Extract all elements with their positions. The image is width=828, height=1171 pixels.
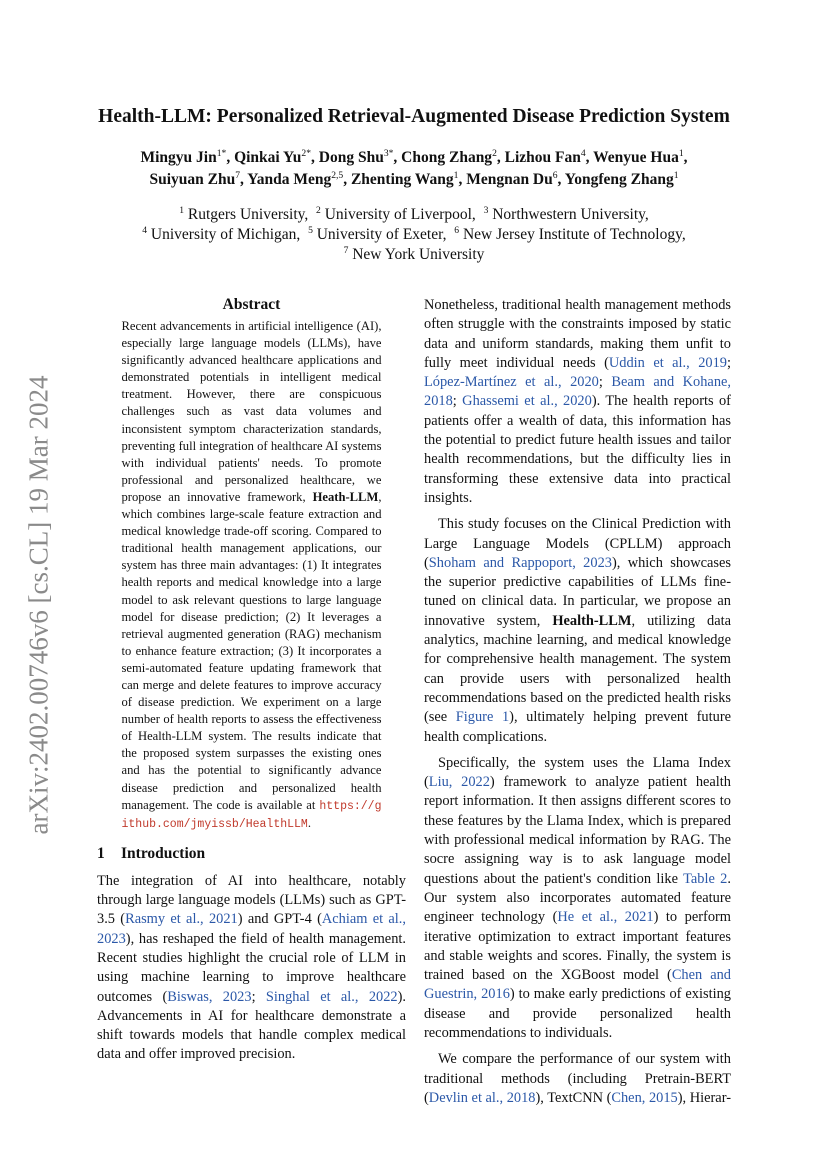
author-line-1: Mingyu Jin$^{1*}$, Qinkai $Yu^{2*}$, Dong Shu$^{3*}$, Chong Zhang$^2$, Lizhou Fan$^4$, Wenyue Hua$^1$, <box>140 147 688 166</box>
intro-paragraph-3 <box>424 515 731 747</box>
citation-link[interactable]: Figure 1 <box>455 709 510 726</box>
citation-link[interactable]: López-Martínez et al., 2020 <box>424 374 599 391</box>
affiliation-name: University of Exeter, <box>312 226 447 243</box>
citation-link[interactable]: Chen and Guestrin, 2016 <box>424 967 731 1003</box>
abstract-text <box>122 318 382 833</box>
author-name: Yongfeng Zhang <box>564 171 674 188</box>
intro-paragraph-4 <box>424 754 731 1043</box>
affiliation-name: Rutgers University, <box>184 206 309 223</box>
abstract-heading: Abstract <box>222 296 281 313</box>
paragraph-text: ). Advancements in AI for healthcare demonstrate a shift towards models that handle complex medical data and offer improved precision. <box>97 988 406 1063</box>
author-name: Lizhou Fan <box>504 149 581 166</box>
author-affiliation-marker: 1 <box>673 169 679 181</box>
affiliation-marker: 4 <box>142 224 148 236</box>
affiliation-line-2 <box>90 225 738 245</box>
affiliation-marker: 7 <box>343 244 349 256</box>
paragraph-text: ; <box>452 393 463 410</box>
author-affiliation-marker: 2* <box>301 147 312 159</box>
paragraph-text: ) framework to analyze patient health report information. It then assigns different scores to these features by the Llama Index, which is prepared with professional medical information by RAG. The socre assigning way is to ask language model questions about the patient's condition like <box>424 774 731 887</box>
bold-term: Health-LLM <box>552 612 632 629</box>
citation-link[interactable]: He et al., 2021 <box>557 909 654 926</box>
author-name: Wenyue Hua <box>593 149 679 166</box>
affiliation-name: Northwestern University, <box>488 206 649 223</box>
paragraph-text: ), TextCNN ( <box>535 1089 612 1106</box>
section-heading-introduction <box>97 845 406 863</box>
citation-link[interactable]: Table 2 <box>683 870 728 887</box>
paragraph-text: ) to perform iterative optimization to extract important features and stable weights and scores. Finally, the system is trained based on the XGBoost model ( <box>424 909 731 984</box>
paragraph-text: The integration of AI into healthcare, notably through large language models (LLMs) such as GPT-3.5 ( <box>97 872 406 928</box>
author-affiliation-marker: 2 <box>492 147 497 159</box>
affiliation-line-3 <box>90 245 738 265</box>
paragraph-text: ), which showcases the superior predictive capabilities of LLMs fine-tuned on clinical data. In particular, we propose an innovative system, <box>424 554 731 629</box>
citation-link[interactable]: Beam and Kohane, 2018 <box>424 374 732 410</box>
left-column <box>97 296 406 1065</box>
citation-link[interactable]: Biswas, 2023 <box>167 988 252 1005</box>
author-name: Dong Shu <box>318 149 384 166</box>
author-affiliation-marker: 3* <box>383 147 394 159</box>
paragraph-text: ; <box>598 374 612 391</box>
affiliation-name: University of Michigan, <box>147 226 301 243</box>
author-affiliation-marker: 6 <box>552 169 558 181</box>
author-list <box>90 147 738 191</box>
arxiv-id: arXiv:2402.00746v6 [cs.CL] 19 Mar 2024 <box>23 375 54 835</box>
paragraph-text: ), ultimately helping prevent future health complications. <box>424 709 731 745</box>
paragraph-text: ) to make early predictions of existing disease and provide personalized health recommendations to individuals. <box>424 986 731 1041</box>
paragraph-text: ) and GPT-4 ( <box>237 911 322 928</box>
author-name: Zhenting Wang <box>350 171 454 188</box>
affiliation-list <box>90 205 738 265</box>
intro-paragraph-2 <box>424 296 731 508</box>
paragraph-text: , utilizing data analytics, machine learning, and medical knowledge for comprehensive health management. The system can provide users with personalized health recommendations based on the predicted health risks (see <box>424 612 731 726</box>
author-affiliation-marker: 1 <box>678 147 684 159</box>
paper-title: Health-LLM: Personalized Retrieval-Augmented Disease Prediction System <box>98 106 730 127</box>
code-url-link[interactable]: https://github.com/jmyissb/HealthLLM <box>121 799 382 831</box>
paragraph-text: ; <box>251 988 266 1005</box>
author-name: Qinkai Yu <box>234 149 302 166</box>
author-name: Yanda Meng <box>247 171 332 188</box>
affiliation-marker: 3 <box>483 204 489 216</box>
author-affiliation-marker: 2,5 <box>331 169 344 181</box>
affiliation-name: New York University <box>348 246 485 263</box>
citation-link[interactable]: Rasmy et al., 2021 <box>125 911 238 928</box>
affiliation-marker: 6 <box>454 224 460 236</box>
author-affiliation-marker: 1 <box>453 169 459 181</box>
author-affiliation-marker: 1* <box>216 147 227 159</box>
abstract-text-start: Recent advancements in artificial intelligence (AI), especially large language models (LLMs), have significantly advanced healthcare applications and demonstrated potentials in intelligent medical treatment. However, there are conspicuous challenges such as vast data volumes and inconsistent symptom characterization standards, preventing full integration of healthcare AI systems with individual patients' needs. To promote professional and personalized healthcare, we propose an innovative framework, <box>121 319 382 504</box>
citation-link[interactable]: Chen, 2015 <box>611 1089 678 1106</box>
affiliation-marker: 1 <box>179 204 184 216</box>
paragraph-text: . Our system also incorporates automated feature engineer technology ( <box>424 870 731 926</box>
paragraph-text: Specifically, the system uses the Llama Index ( <box>424 754 731 791</box>
paragraph-text: ), has reshaped the field of health management. Recent studies highlight the crucial role of LLM in using machine learning to improve healthcare outcomes ( <box>97 930 406 1005</box>
arxiv-sidebar-stamp <box>14 355 64 855</box>
intro-paragraph-5 <box>424 1050 731 1108</box>
affiliation-name: University of Liverpool, <box>320 206 476 223</box>
paragraph-text: ). The health reports of patients offer a wealth of data, this information has the potential to predict future health issues and tailor health recommendations, but the difficulty lies in transforming these extensive data into practical insights. <box>424 393 731 506</box>
intro-paragraph-1 <box>97 872 406 1065</box>
abstract-end: . <box>307 815 311 830</box>
affiliation-line-1 <box>90 205 738 225</box>
author-affiliation-marker: 4 <box>580 147 586 159</box>
citation-link[interactable]: Shoham and Rappoport, 2023 <box>428 554 612 571</box>
citation-link[interactable]: Devlin et al., 2018 <box>428 1089 536 1106</box>
author-name: Mingyu Jin <box>140 149 217 166</box>
abstract-text-rest: , which combines large-scale feature extraction and medical knowledge trade-off scoring. Compared to traditional health management applications, our system has three main advantages: (1) It integrates health reports and medical knowledge into a large model to ask relevant questions to large language model for disease prediction; (2) It leverages a retrieval augmented generation (RAG) mechanism to enhance feature extraction; (3) It incorporates a semi-automated feature updating framework that can merge and delete features to improve accuracy of disease prediction. We experiment on a large number of health reports to assess the effectiveness of Health-LLM system. The results indicate that the proposed system surpasses the existing ones and has the potential to significantly advance disease prediction and personalized health management. The code is available at <box>121 489 382 812</box>
citation-link[interactable]: Liu, 2022 <box>428 774 490 791</box>
paragraph-text: Nonetheless, traditional health management methods often struggle with the constraints imposed by static data and uniform standards, making them unfit to fully meet individual needs ( <box>424 297 731 371</box>
abstract-system-name: Heath-LLM <box>312 489 379 504</box>
author-name: Mengnan Du <box>466 171 553 188</box>
author-affiliation-marker: 7 <box>235 169 241 181</box>
paragraph-text: We compare the performance of our system with traditional methods (including Pretrain-BERT ( <box>424 1051 731 1106</box>
author-line-2: Suiyuan Zhu$^7$, Yanda Meng$^{2,5}$, Zhenting Wang$^1$, Mengnan Du$^6$, Yongfeng Zhang$^1$ <box>149 169 679 188</box>
paragraph-text: ), Hierar- <box>677 1089 731 1106</box>
paragraph-text: This study focuses on the Clinical Prediction with Large Language Models (CPLLM) approach ( <box>424 516 731 571</box>
author-name: Suiyuan Zhu <box>149 171 236 188</box>
affiliation-marker: 5 <box>308 224 313 236</box>
citation-link[interactable]: Ghassemi et al., 2020 <box>462 393 592 410</box>
section-title: Introduction <box>121 844 206 862</box>
author-name: Chong Zhang <box>401 149 493 166</box>
section-number: 1 <box>97 844 105 862</box>
affiliation-name: New Jersey Institute of Technology, <box>459 226 686 243</box>
paragraph-text: ; <box>727 354 731 371</box>
citation-link[interactable]: Singhal et al., 2022 <box>265 988 398 1005</box>
right-column <box>424 296 731 1108</box>
citation-link[interactable]: Achiam et al., 2023 <box>97 911 407 947</box>
citation-link[interactable]: Uddin et al., 2019 <box>608 354 727 371</box>
affiliation-marker: 2 <box>316 204 321 216</box>
